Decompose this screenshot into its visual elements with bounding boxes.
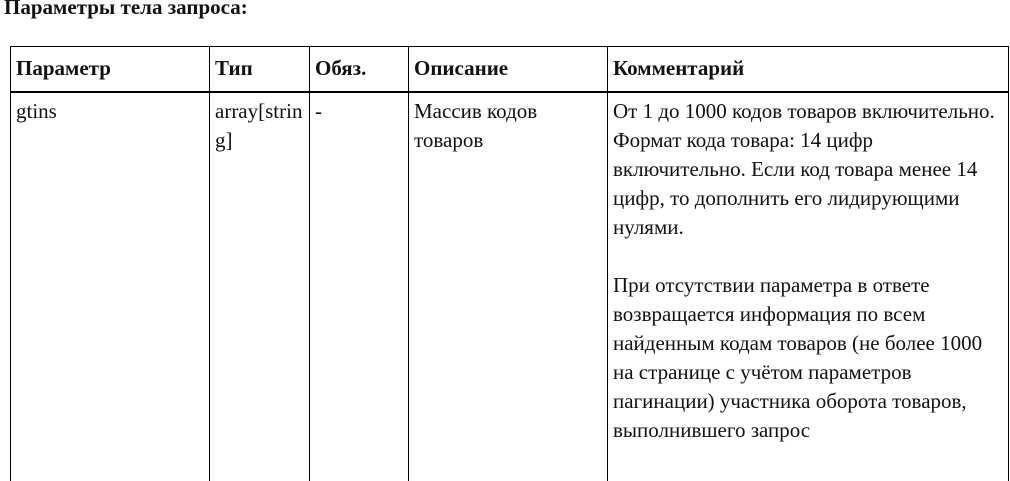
header-comment: Комментарий <box>608 47 1009 93</box>
comment-paragraph: При отсутствии параметра в ответе возвращается информация по всем найденным кодам товаров (не более 1000 на странице с учётом параметров пагинации) участника оборота товаров, выполнившего запрос <box>613 273 983 442</box>
cell-comment <box>608 92 1009 481</box>
table-header-row <box>11 47 1009 93</box>
table-row <box>11 92 1009 481</box>
cell-param: gtins <box>11 92 210 481</box>
comment-paragraph: От 1 до 1000 кодов товаров включительно. Формат кода товара: 14 цифр включительно. Если код товара менее 14 цифр, то дополнить его лидирующими нулями. <box>613 99 995 239</box>
header-param: Параметр <box>11 47 210 93</box>
cell-required: - <box>310 92 409 481</box>
section-title: Параметры тела запроса: <box>4 0 248 19</box>
cell-description: Массив кодов товаров <box>409 92 608 481</box>
header-required: Обяз. <box>310 47 409 93</box>
header-description: Описание <box>409 47 608 93</box>
parameters-table <box>10 46 1009 481</box>
header-type: Тип <box>210 47 310 93</box>
cell-type: array[string] <box>210 92 310 481</box>
